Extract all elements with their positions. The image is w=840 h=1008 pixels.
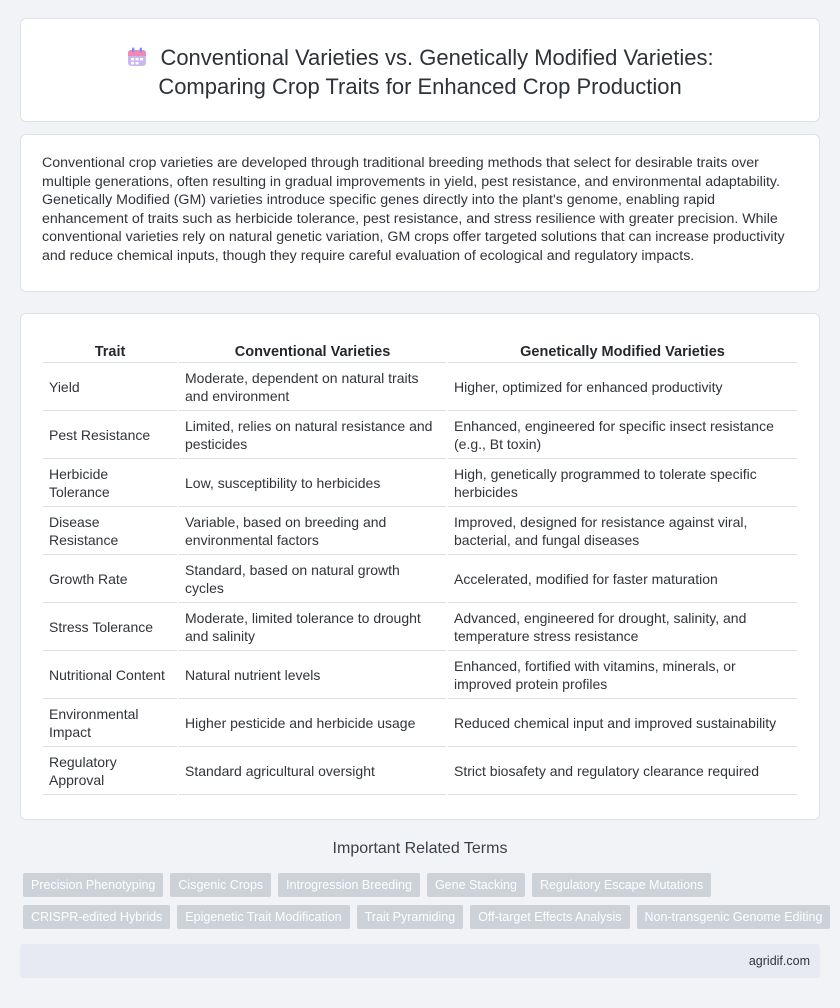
tag-cisgenic-crops[interactable]: Cisgenic Crops (170, 873, 271, 897)
trait-cell: Disease Resistance (43, 507, 177, 555)
conventional-cell: Moderate, limited tolerance to drought and salinity (179, 603, 446, 651)
gm-cell: High, genetically programmed to tolerate specific herbicides (448, 459, 797, 507)
tag-off-target-effects-analysis[interactable]: Off-target Effects Analysis (470, 905, 629, 929)
trait-cell: Regulatory Approval (43, 747, 177, 795)
comparison-table-card (20, 313, 820, 820)
gm-cell: Enhanced, engineered for specific insect resistance (e.g., Bt toxin) (448, 411, 797, 459)
table-header-row (43, 332, 797, 363)
conventional-cell: Standard agricultural oversight (179, 747, 446, 795)
gm-cell: Higher, optimized for enhanced productivity (448, 363, 797, 411)
table-row (43, 459, 797, 507)
tag-introgression-breeding[interactable]: Introgression Breeding (278, 873, 420, 897)
conventional-cell: Moderate, dependent on natural traits and environment (179, 363, 446, 411)
table-row (43, 363, 797, 411)
tag-gene-stacking[interactable]: Gene Stacking (427, 873, 525, 897)
title-card (20, 18, 820, 122)
conventional-cell: Variable, based on breeding and environmental factors (179, 507, 446, 555)
tag-trait-pyramiding[interactable]: Trait Pyramiding (357, 905, 464, 929)
footer (20, 944, 820, 978)
trait-cell: Growth Rate (43, 555, 177, 603)
calendar-icon (126, 46, 148, 68)
trait-cell: Stress Tolerance (43, 603, 177, 651)
page-title (21, 43, 819, 101)
gm-cell: Improved, designed for resistance against viral, bacterial, and fungal diseases (448, 507, 797, 555)
title-line-2: Comparing Crop Traits for Enhanced Crop Production (158, 74, 682, 99)
table-row (43, 507, 797, 555)
gm-cell: Strict biosafety and regulatory clearance required (448, 747, 797, 795)
tag-regulatory-escape-mutations[interactable]: Regulatory Escape Mutations (532, 873, 711, 897)
title-line-1: Conventional Varieties vs. Genetically Modified Varieties: (160, 45, 714, 70)
tag-non-transgenic-genome-editing[interactable]: Non-transgenic Genome Editing (637, 905, 831, 929)
tag-epigenetic-trait-modification[interactable]: Epigenetic Trait Modification (177, 905, 349, 929)
related-terms-tags (23, 873, 823, 937)
trait-cell: Herbicide Tolerance (43, 459, 177, 507)
conventional-cell: Higher pesticide and herbicide usage (179, 699, 446, 747)
table-row (43, 747, 797, 795)
tag-row-2 (23, 905, 823, 929)
intro-card (20, 134, 820, 292)
related-terms-heading: Important Related Terms (332, 840, 508, 857)
gm-cell: Accelerated, modified for faster maturation (448, 555, 797, 603)
trait-cell: Yield (43, 363, 177, 411)
conventional-cell: Limited, relies on natural resistance and pesticides (179, 411, 446, 459)
table-row (43, 699, 797, 747)
table-row (43, 603, 797, 651)
header-gm: Genetically Modified Varieties (448, 332, 797, 363)
conventional-cell: Low, susceptibility to herbicides (179, 459, 446, 507)
intro-paragraph: Conventional crop varieties are developed through traditional breeding methods that select for desirable traits over multiple generations, often resulting in gradual improvements in yield, pest resistance, and environmental adaptability. Genetically Modified (GM) varieties introduce specific genes directly into the plant's genome, enabling rapid enhancement of traits such as herbicide tolerance, pest resistance, and stress resilience with greater precision. While conventional varieties rely on natural genetic variation, GM crops offer targeted solutions that can increase productivity and reduce chemical inputs, though they require careful evaluation of ecological and regulatory impacts. (42, 155, 785, 264)
gm-cell: Reduced chemical input and improved sustainability (448, 699, 797, 747)
trait-cell: Nutritional Content (43, 651, 177, 699)
table-row (43, 555, 797, 603)
trait-cell: Pest Resistance (43, 411, 177, 459)
trait-cell: Environmental Impact (43, 699, 177, 747)
header-conventional: Conventional Varieties (179, 332, 446, 363)
conventional-cell: Natural nutrient levels (179, 651, 446, 699)
footer-site[interactable]: agridif.com (748, 954, 810, 968)
table-row (43, 411, 797, 459)
gm-cell: Advanced, engineered for drought, salinity, and temperature stress resistance (448, 603, 797, 651)
tag-row-1 (23, 873, 813, 897)
tag-precision-phenotyping[interactable]: Precision Phenotyping (23, 873, 163, 897)
tag-crispr-edited-hybrids[interactable]: CRISPR-edited Hybrids (23, 905, 170, 929)
conventional-cell: Standard, based on natural growth cycles (179, 555, 446, 603)
table-row (43, 651, 797, 699)
gm-cell: Enhanced, fortified with vitamins, minerals, or improved protein profiles (448, 651, 797, 699)
header-trait: Trait (43, 332, 177, 363)
comparison-table (41, 332, 799, 795)
